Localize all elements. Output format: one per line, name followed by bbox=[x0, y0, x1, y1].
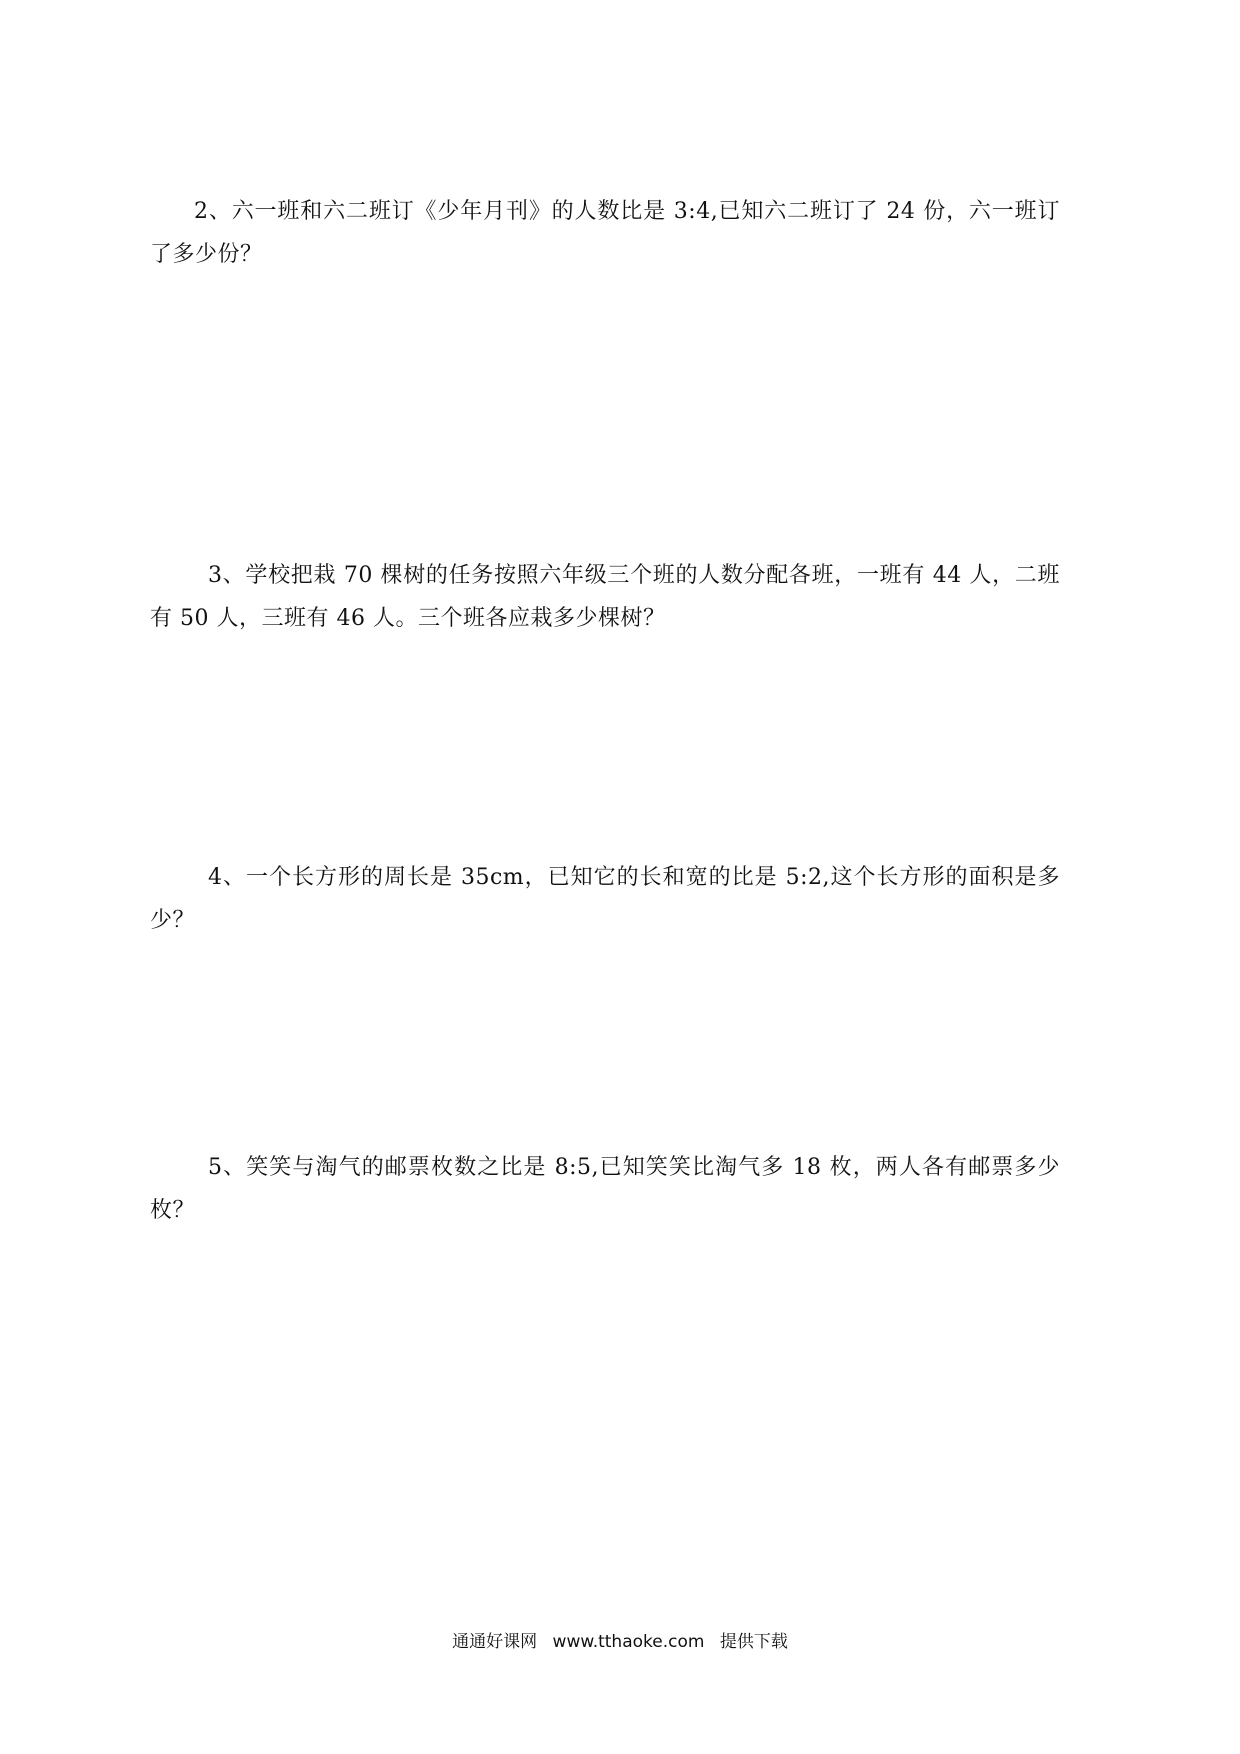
question-3: 3、学校把栽 70 棵树的任务按照六年级三个班的人数分配各班，一班有 44 人，二班有 50 人，三班有 46 人。三个班各应栽多少棵树？ bbox=[150, 563, 1060, 631]
question-4: 4、一个长方形的周长是 35cm，已知它的长和宽的比是 5:2,这个长方形的面积是多少？ bbox=[150, 865, 1060, 933]
page-footer bbox=[0, 1627, 1240, 1652]
question-2: 2、六一班和六二班订《少年月刊》的人数比是 3:4,已知六二班订了 24 份，六一班订了多少份？ bbox=[150, 199, 1060, 267]
footer-url[interactable]: www.tthaoke.com bbox=[552, 1632, 705, 1652]
footer-site-name: 通通好课网 bbox=[452, 1632, 538, 1652]
question-5: 5、笑笑与淘气的邮票枚数之比是 8:5,已知笑笑比淘气多 18 枚，两人各有邮票多少枚？ bbox=[150, 1155, 1060, 1223]
footer-suffix: 提供下载 bbox=[719, 1632, 788, 1652]
